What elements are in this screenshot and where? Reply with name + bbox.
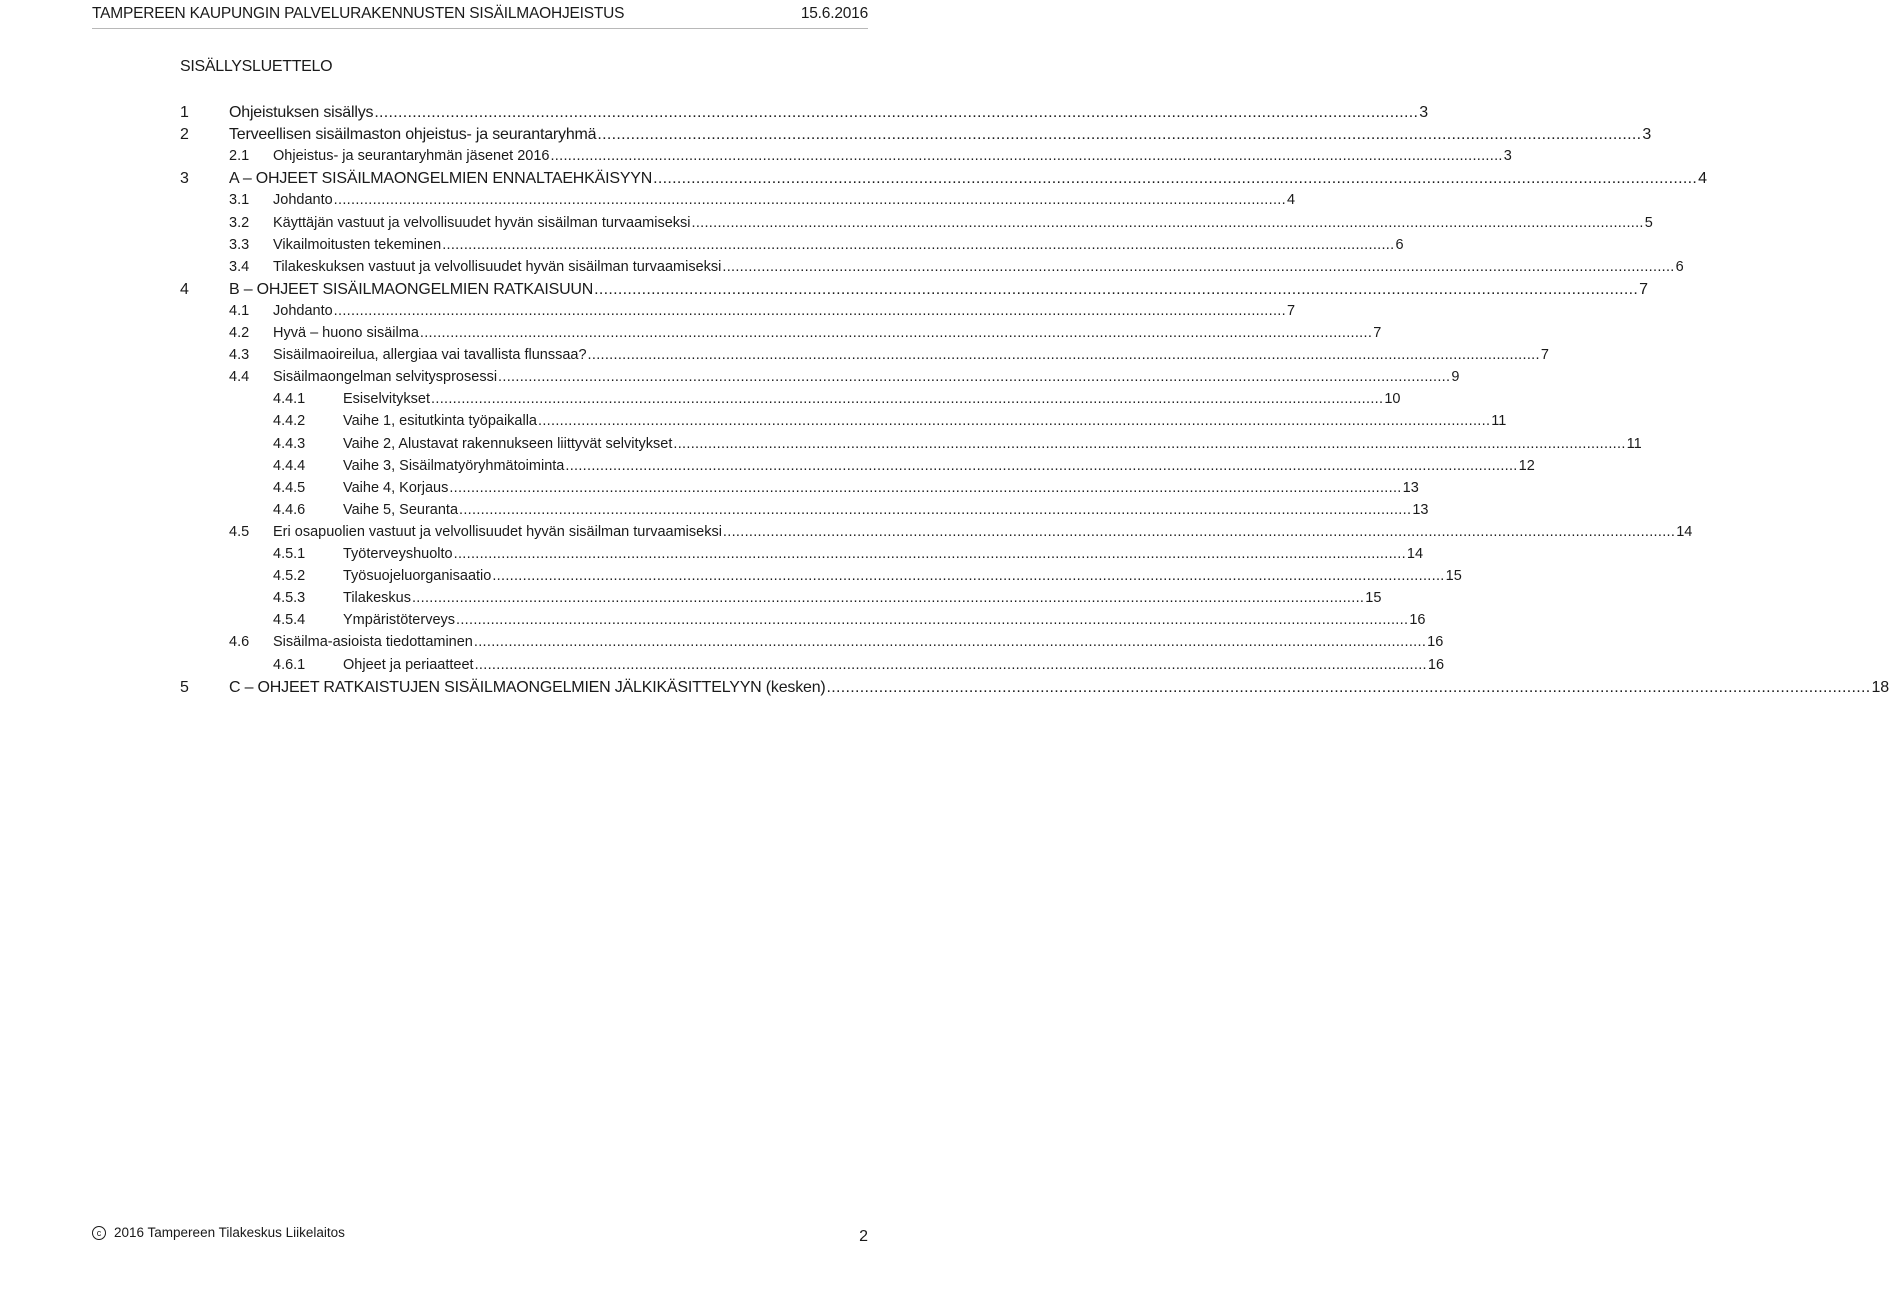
toc-entry-title: Tilakeskus xyxy=(343,590,411,607)
toc-dot-leader: ............................................................................................................................................................................................................................ xyxy=(456,612,1409,629)
toc-entry-number: 4.4.1 xyxy=(273,391,306,408)
toc-dot-leader: ............................................................................................................................................................................................................................ xyxy=(722,523,1676,540)
toc-entry-page: 13 xyxy=(1412,501,1429,518)
toc-dot-leader: ............................................................................................................................................................................................................................ xyxy=(431,391,1384,408)
toc-entry-number: 4.6.1 xyxy=(273,656,306,673)
header-title: TAMPEREEN KAUPUNGIN PALVELURAKENNUSTEN SISÄILMAOHJEISTUS xyxy=(92,5,625,22)
toc-entry-page: 16 xyxy=(1427,656,1445,673)
toc-entry-number: 4.3 xyxy=(229,347,250,364)
toc-entry-number: 4.4.4 xyxy=(273,457,306,474)
toc-entry-title: Vaihe 3, Sisäilmatyöryhmätoiminta xyxy=(343,457,565,474)
toc-entry-page: 3 xyxy=(1419,104,1428,121)
toc-entry-title: Työterveyshuolto xyxy=(343,546,453,562)
toc-entry-title: Käyttäjän vastuut ja velvollisuudet hyvän sisäilman turvaamiseksi xyxy=(273,214,691,231)
toc-entry-title: Sisäilmaoireilua, allergiaa vai tavallista flunssaa? xyxy=(273,347,587,364)
toc-entry-number: 5 xyxy=(180,678,189,696)
toc-entry-page: 11 xyxy=(1626,435,1642,452)
toc-dot-leader: ............................................................................................................................................................................................................................ xyxy=(492,568,1445,585)
toc-entry-title: Johdanto xyxy=(273,192,333,209)
toc-entry-title: Hyvä – huono sisäilma xyxy=(273,325,419,341)
toc-dot-leader: ............................................................................................................................................................................................................................ xyxy=(473,634,1427,651)
toc-entry-number: 4.5.2 xyxy=(273,568,306,585)
toc-entry[interactable] xyxy=(273,478,1419,499)
toc-dot-leader: ............................................................................................................................................................................................................................ xyxy=(597,126,1642,144)
toc-entry-page: 6 xyxy=(1675,258,1684,275)
toc-dot-leader: ............................................................................................................................................................................................................................ xyxy=(722,258,1675,275)
toc-dot-leader: ............................................................................................................................................................................................................................ xyxy=(538,413,1491,430)
toc-entry[interactable] xyxy=(229,522,1693,543)
toc-dot-leader: ............................................................................................................................................................................................................................ xyxy=(374,104,1419,121)
toc-entry-number: 1 xyxy=(180,104,189,121)
toc-dot-leader: ............................................................................................................................................................................................................................ xyxy=(653,170,1698,188)
toc-entry[interactable] xyxy=(273,610,1426,631)
toc-entry-number: 3.3 xyxy=(229,236,250,253)
toc-entry-page: 16 xyxy=(1427,634,1444,651)
toc-entry-page: 15 xyxy=(1445,568,1462,585)
toc-entry-number: 3.4 xyxy=(229,258,250,275)
toc-entry-title: Työsuojeluorganisaatio xyxy=(343,568,492,585)
toc-entry-page: 14 xyxy=(1406,546,1424,562)
toc-entry[interactable] xyxy=(273,544,1424,565)
toc-entry[interactable] xyxy=(180,124,1652,145)
toc-entry-page: 4 xyxy=(1286,192,1296,209)
toc-entry-title: B – OHJEET SISÄILMAONGELMIEN RATKAISUUN xyxy=(229,280,594,298)
toc-entry-title: C – OHJEET RATKAISTUJEN SISÄILMAONGELMIEN JÄLKIKÄSITTELYYN (kesken) xyxy=(229,678,826,696)
toc-dot-leader: ............................................................................................................................................................................................................................ xyxy=(419,325,1373,341)
toc-dot-leader: ............................................................................................................................................................................................................................ xyxy=(587,347,1540,364)
toc-entry-page: 3 xyxy=(1642,126,1652,144)
toc-dot-leader: ............................................................................................................................................................................................................................ xyxy=(449,479,1402,496)
toc-entry-page: 12 xyxy=(1518,457,1535,474)
toc-entry-page: 7 xyxy=(1540,347,1549,364)
toc-entry-number: 4.5.4 xyxy=(273,612,306,629)
toc-entry[interactable] xyxy=(273,389,1401,410)
toc-entry-page: 15 xyxy=(1365,590,1382,607)
toc-entry-page: 7 xyxy=(1373,325,1382,341)
toc-dot-leader: ............................................................................................................................................................................................................................ xyxy=(565,457,1518,474)
toc-entry-number: 4.4.5 xyxy=(273,479,306,496)
toc-entry-title: Terveellisen sisäilmaston ohjeistus- ja seurantaryhmä xyxy=(229,126,597,144)
toc-entry-title: Vaihe 2, Alustavat rakennukseen liittyvät selvitykset xyxy=(343,435,673,452)
toc-entry-page: 14 xyxy=(1676,523,1693,540)
toc-entry-page: 18 xyxy=(1871,678,1889,696)
footer-text: 2016 Tampereen Tilakeskus Liikelaitos xyxy=(114,1225,345,1240)
toc-entry[interactable] xyxy=(229,367,1460,388)
toc-entry-title: Vaihe 1, esitutkinta työpaikalla xyxy=(343,413,537,430)
toc-entry-page: 7 xyxy=(1286,302,1296,319)
toc-entry[interactable] xyxy=(273,500,1429,521)
toc-entry-number: 4.4.3 xyxy=(273,435,306,452)
toc-entry-page: 9 xyxy=(1451,369,1460,386)
toc-entry-page: 10 xyxy=(1384,391,1401,408)
toc-entry-page: 11 xyxy=(1491,413,1507,430)
toc-entry[interactable] xyxy=(180,168,1707,189)
toc-entry-number: 4 xyxy=(180,280,189,298)
toc-entry-page: 7 xyxy=(1639,280,1648,298)
toc-entry[interactable] xyxy=(180,279,1648,300)
toc-entry[interactable] xyxy=(273,456,1535,477)
toc-dot-leader: ............................................................................................................................................................................................................................ xyxy=(333,192,1286,209)
toc-dot-leader: ............................................................................................................................................................................................................................ xyxy=(333,302,1286,319)
toc-entry-title: Esiselvitykset xyxy=(343,391,431,408)
header-divider xyxy=(92,28,868,29)
toc-dot-leader: ............................................................................................................................................................................................................................ xyxy=(594,280,1639,298)
toc-entry-number: 4.6 xyxy=(229,634,250,651)
toc-dot-leader: ............................................................................................................................................................................................................................ xyxy=(550,148,1503,165)
toc-entry[interactable] xyxy=(273,434,1642,455)
toc-entry[interactable] xyxy=(229,301,1296,322)
toc-entry-number: 4.5.1 xyxy=(273,546,306,562)
toc-entry[interactable] xyxy=(229,257,1684,278)
toc-entry-title: Vikailmoitusten tekeminen xyxy=(273,236,442,253)
toc-entry[interactable] xyxy=(180,102,1428,123)
page-header xyxy=(92,0,868,28)
toc-entry-number: 4.2 xyxy=(229,325,250,341)
toc-dot-leader: ............................................................................................................................................................................................................................ xyxy=(474,656,1427,673)
header-date: 15.6.2016 xyxy=(800,5,868,22)
toc-entry-title: Sisäilma-asioista tiedottaminen xyxy=(273,634,473,651)
footer-copyright xyxy=(92,1225,345,1240)
toc-entry-number: 3 xyxy=(180,170,189,188)
toc-entry-title: Ohjeistuksen sisällys xyxy=(229,104,374,121)
toc-entry-title: Ohjeistus- ja seurantaryhmän jäsenet 2016 xyxy=(273,148,550,165)
toc-entry-page: 6 xyxy=(1395,236,1404,253)
toc-entry-title: Vaihe 5, Seuranta xyxy=(343,501,459,518)
toc-dot-leader: ............................................................................................................................................................................................................................ xyxy=(498,369,1451,386)
toc-entry-number: 4.5.3 xyxy=(273,590,306,607)
copyright-icon: c xyxy=(92,1226,106,1240)
toc-entry[interactable] xyxy=(273,566,1462,587)
toc-entry-number: 3.2 xyxy=(229,214,250,231)
toc-entry-page: 4 xyxy=(1698,170,1707,188)
toc-dot-leader: ............................................................................................................................................................................................................................ xyxy=(673,435,1626,452)
toc-entry[interactable] xyxy=(229,146,1512,167)
toc-entry-title: A – OHJEET SISÄILMAONGELMIEN ENNALTAEHKÄISYYN xyxy=(229,170,653,188)
toc-dot-leader: ............................................................................................................................................................................................................................ xyxy=(453,546,1406,562)
toc-entry-number: 4.5 xyxy=(229,523,250,540)
toc-entry-number: 4.4 xyxy=(229,369,250,386)
toc-dot-leader: ............................................................................................................................................................................................................................ xyxy=(691,214,1644,231)
toc-dot-leader: ............................................................................................................................................................................................................................ xyxy=(442,236,1395,253)
toc-entry-title: Ohjeet ja periaatteet xyxy=(343,656,474,673)
toc-entry-number: 4.4.2 xyxy=(273,413,306,430)
toc-entry-number: 2.1 xyxy=(229,148,250,165)
toc-entry[interactable] xyxy=(180,677,1889,698)
toc-entry-page: 3 xyxy=(1503,148,1512,165)
toc-entry[interactable] xyxy=(273,655,1445,676)
toc-entry[interactable] xyxy=(229,323,1382,344)
toc-entry-page: 13 xyxy=(1402,479,1419,496)
toc-entry-title: Ympäristöterveys xyxy=(343,612,456,629)
toc-heading: SISÄLLYSLUETTELO xyxy=(180,58,333,75)
toc-dot-leader: ............................................................................................................................................................................................................................ xyxy=(459,501,1412,518)
toc-entry-number: 2 xyxy=(180,126,189,144)
toc-dot-leader: ............................................................................................................................................................................................................................ xyxy=(826,678,1871,696)
toc-entry-number: 4.1 xyxy=(229,302,250,319)
toc-entry-number: 3.1 xyxy=(229,192,250,209)
toc-entry-title: Sisäilmaongelman selvitysprosessi xyxy=(273,369,498,386)
toc-entry[interactable] xyxy=(273,411,1507,432)
toc-entry[interactable] xyxy=(229,632,1444,653)
toc-entry[interactable] xyxy=(229,345,1549,366)
toc-entry-title: Vaihe 4, Korjaus xyxy=(343,479,449,496)
toc-entry-title: Tilakeskuksen vastuut ja velvollisuudet hyvän sisäilman turvaamiseksi xyxy=(273,258,722,275)
toc-entry[interactable] xyxy=(229,213,1653,234)
toc-entry-title: Eri osapuolien vastuut ja velvollisuudet hyvän sisäilman turvaamiseksi xyxy=(273,523,722,540)
footer-page-number: 2 xyxy=(859,1228,868,1245)
toc-entry-page: 5 xyxy=(1644,214,1653,231)
toc-entry-page: 16 xyxy=(1409,612,1426,629)
toc-entry-number: 4.4.6 xyxy=(273,501,306,518)
toc-entry[interactable] xyxy=(273,588,1382,609)
toc-entry[interactable] xyxy=(229,235,1404,256)
toc-entry[interactable] xyxy=(229,190,1296,211)
toc-entry-title: Johdanto xyxy=(273,302,333,319)
toc-dot-leader: ............................................................................................................................................................................................................................ xyxy=(411,590,1365,607)
